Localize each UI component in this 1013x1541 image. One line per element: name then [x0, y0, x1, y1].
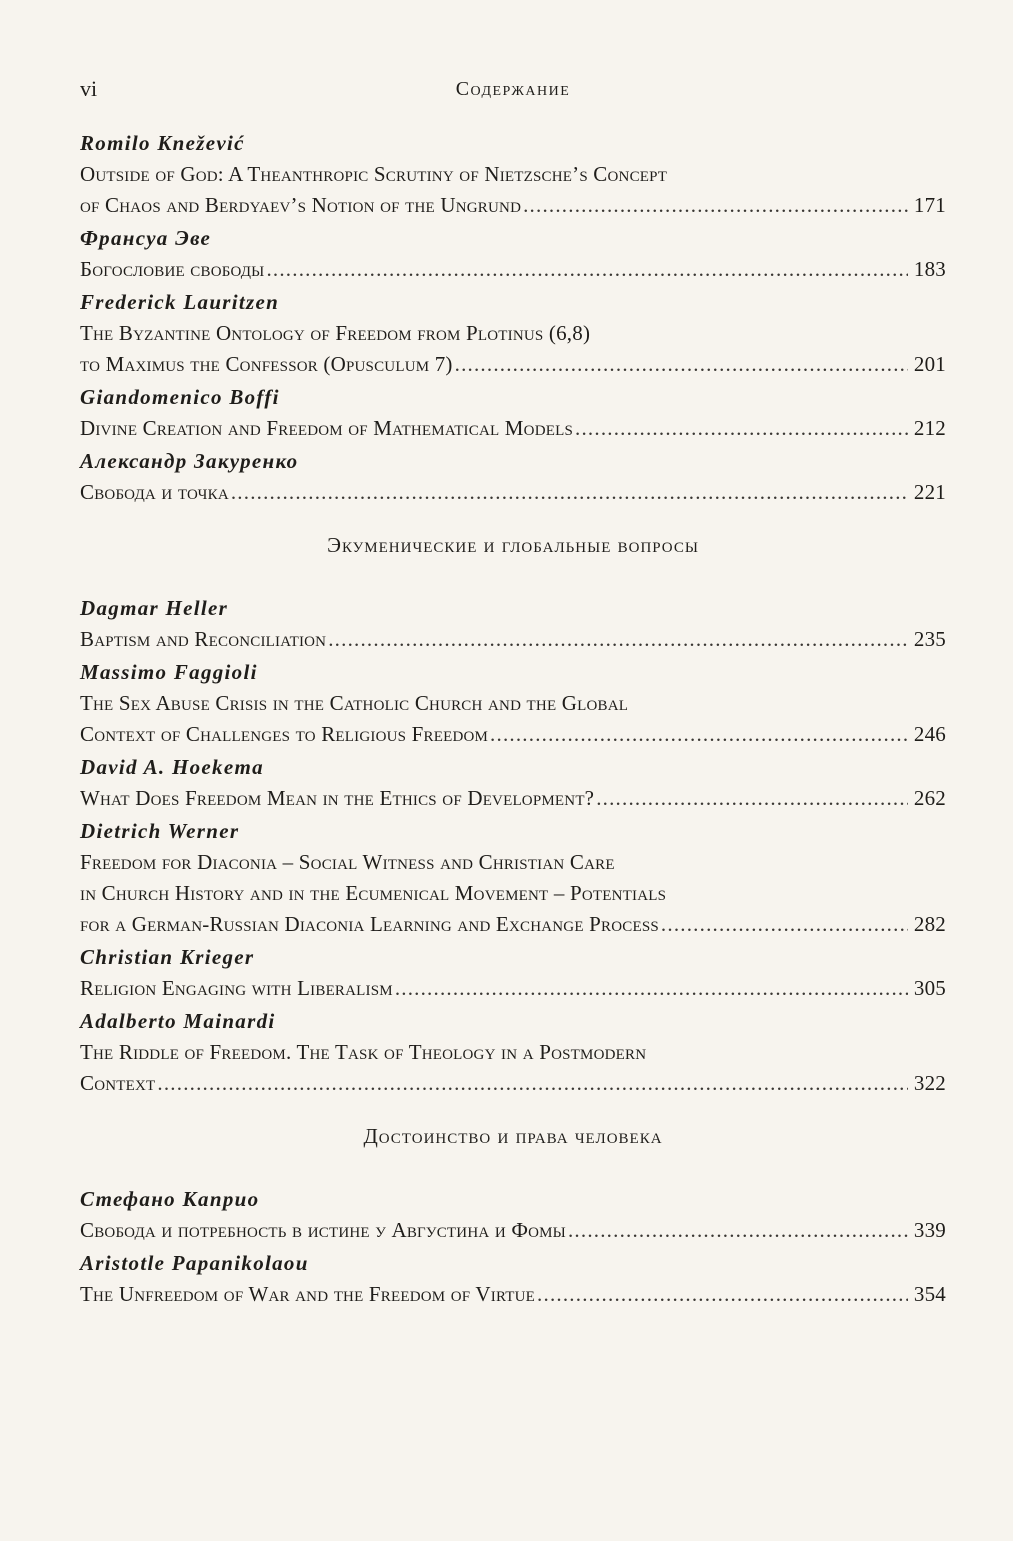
table-of-contents: [80, 128, 946, 1312]
entry-author: Dietrich Werner: [80, 819, 240, 843]
toc-entry: [80, 128, 946, 221]
dot-leader: [661, 909, 908, 940]
entry-title-line: in Church History and in the Ecumenical Movement – Potentials: [80, 881, 667, 905]
entry-page-number: 246: [913, 722, 946, 746]
entry-page-number: 282: [913, 912, 946, 936]
toc-entry: [80, 382, 946, 444]
entry-author: Aristotle Papanikolaou: [80, 1251, 309, 1275]
toc-entry: [80, 446, 946, 508]
entry-title-text: Богословие свободы: [80, 257, 265, 281]
dot-leader: [523, 190, 908, 221]
entry-author: Александр Закуренко: [80, 449, 299, 473]
entry-page-number: 354: [913, 1282, 946, 1306]
entry-title-line: [80, 973, 946, 1004]
dot-leader: [596, 783, 908, 814]
dot-leader: [490, 719, 908, 750]
toc-entry: [80, 223, 946, 285]
entry-title-text: What Does Freedom Mean in the Ethics of Development?: [80, 786, 595, 810]
entry-title-text: Свобода и точка: [80, 480, 229, 504]
entry-page-number: 262: [913, 786, 946, 810]
entry-author: Massimo Faggioli: [80, 660, 258, 684]
entry-title-line: Outside of God: A Theanthropic Scrutiny of Nietzsche’s Concept: [80, 162, 668, 186]
entry-title-text: Context of Challenges to Religious Freedom: [80, 722, 489, 746]
entry-title-line: [80, 254, 946, 285]
entry-page-number: 305: [913, 976, 946, 1000]
entry-title-line: Freedom for Diaconia – Social Witness and Christian Care: [80, 850, 615, 874]
entry-author: Франсуа Эве: [80, 226, 212, 250]
entry-author: Adalberto Mainardi: [80, 1009, 276, 1033]
entry-title-text: Divine Creation and Freedom of Mathematical Models: [80, 416, 574, 440]
entry-title-line: The Riddle of Freedom. The Task of Theology in a Postmodern: [80, 1040, 647, 1064]
entry-title-line: [80, 477, 946, 508]
entry-author: David A. Hoekema: [80, 755, 264, 779]
entry-page-number: 201: [913, 352, 946, 376]
entry-page-number: 171: [913, 193, 946, 217]
dot-leader: [455, 349, 908, 380]
entry-title-text: The Unfreedom of War and the Freedom of Virtue: [80, 1282, 536, 1306]
entry-title-line: [80, 719, 946, 750]
dot-leader: [537, 1279, 908, 1310]
dot-leader: [231, 477, 908, 508]
entry-title-line: [80, 349, 946, 380]
entry-title-line: [80, 1279, 946, 1310]
dot-leader: [575, 413, 908, 444]
entry-title-text: Context: [80, 1071, 156, 1095]
entry-title-text: for a German-Russian Diaconia Learning and Exchange Process: [80, 912, 659, 936]
entry-author: Frederick Lauritzen: [80, 290, 280, 314]
entry-title-text: of Chaos and Berdyaev’s Notion of the Ungrund: [80, 193, 522, 217]
entry-page-number: 322: [913, 1071, 946, 1095]
entry-title-line: [80, 909, 946, 940]
entry-title-text: Religion Engaging with Liberalism: [80, 976, 393, 1000]
entry-author: Стефано Каприо: [80, 1187, 260, 1211]
entry-page-number: 235: [913, 627, 946, 651]
toc-entry: [80, 1006, 946, 1099]
running-head-title: Содержание: [455, 78, 571, 100]
toc-entry: [80, 752, 946, 814]
page-number: vi: [80, 76, 98, 101]
entry-page-number: 221: [913, 480, 946, 504]
entry-title-line: The Sex Abuse Crisis in the Catholic Church and the Global: [80, 691, 629, 715]
entry-page-number: 339: [913, 1218, 946, 1242]
entry-title-line: [80, 624, 946, 655]
entry-page-number: 212: [913, 416, 946, 440]
entry-title-line: [80, 1068, 946, 1099]
dot-leader: [395, 973, 908, 1004]
toc-entry: [80, 593, 946, 655]
entry-title-text: to Maximus the Confessor (Opusculum 7): [80, 352, 453, 376]
toc-entry: [80, 1184, 946, 1246]
book-page: [80, 0, 946, 1541]
entry-title-line: [80, 190, 946, 221]
entry-author: Romilo Knežević: [80, 131, 245, 155]
toc-entry: [80, 942, 946, 1004]
entry-title-line: [80, 413, 946, 444]
running-head: [80, 76, 946, 102]
section-heading: Экуменические и глобальные вопросы: [327, 533, 699, 557]
section-heading: Достоинство и права человека: [363, 1124, 663, 1148]
dot-leader: [266, 254, 907, 285]
dot-leader: [157, 1068, 907, 1099]
entry-title-text: Свобода и потребность в истине у Августина и Фомы: [80, 1218, 566, 1242]
toc-entry: [80, 657, 946, 750]
dot-leader: [568, 1215, 908, 1246]
entry-title-line: [80, 1215, 946, 1246]
entry-title-line: [80, 783, 946, 814]
toc-entry: [80, 287, 946, 380]
entry-author: Dagmar Heller: [80, 596, 229, 620]
toc-entry: [80, 1248, 946, 1310]
dot-leader: [328, 624, 908, 655]
entry-title-line: The Byzantine Ontology of Freedom from Plotinus (6,8): [80, 321, 591, 345]
entry-author: Christian Krieger: [80, 945, 255, 969]
entry-author: Giandomenico Boffi: [80, 385, 280, 409]
entry-title-text: Baptism and Reconciliation: [80, 627, 327, 651]
toc-entry: [80, 816, 946, 940]
entry-page-number: 183: [913, 257, 946, 281]
